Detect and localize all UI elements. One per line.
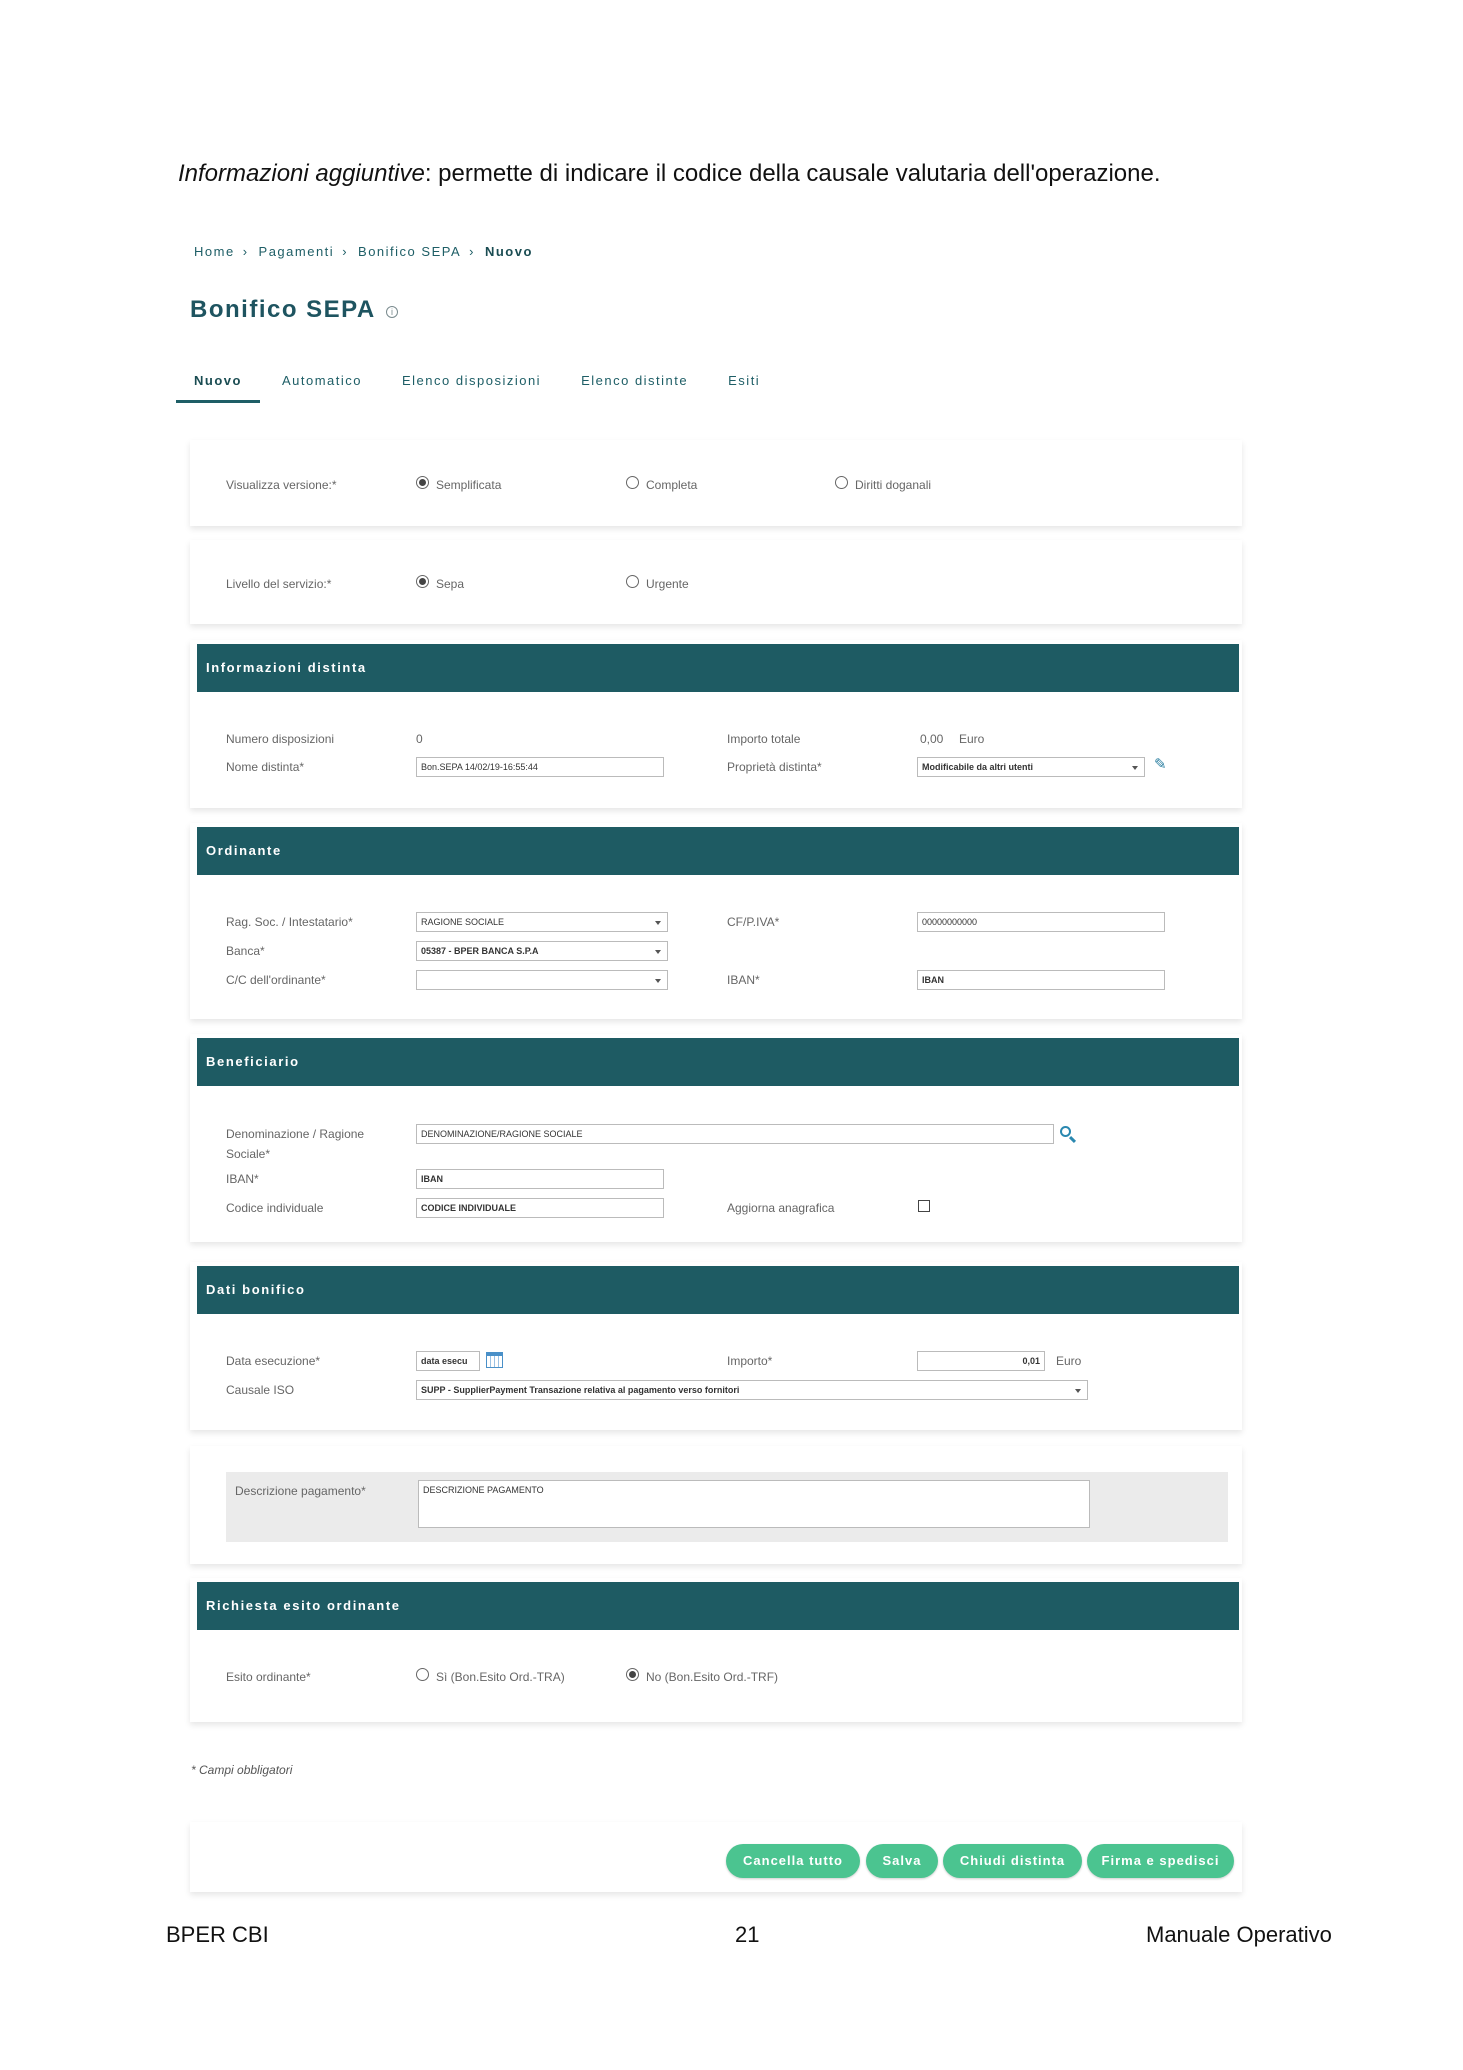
- tab-automatico[interactable]: Automatico: [281, 373, 362, 388]
- denominazione-label-1: Denominazione / Ragione: [226, 1127, 365, 1141]
- codice-individuale-label: Codice individuale: [226, 1201, 324, 1215]
- importo-totale-label: Importo totale: [727, 732, 801, 746]
- pencil-icon[interactable]: ✎: [1154, 756, 1167, 773]
- iban-ordinante-input[interactable]: IBAN: [917, 970, 1165, 990]
- firma-spedisci-button[interactable]: Firma e spedisci: [1087, 1844, 1234, 1878]
- causale-iso-label: Causale ISO: [226, 1383, 295, 1397]
- breadcrumb: [194, 244, 533, 259]
- data-esecuzione-input[interactable]: data esecu: [416, 1351, 480, 1371]
- versione-card: [190, 440, 1242, 526]
- cancella-tutto-button[interactable]: Cancella tutto: [726, 1844, 860, 1878]
- descrizione-textarea[interactable]: DESCRIZIONE PAGAMENTO: [418, 1480, 1090, 1528]
- option-esito-si: Sì (Bon.Esito Ord.-TRA): [436, 1670, 565, 1684]
- causale-iso-select[interactable]: SUPP - SupplierPayment Transazione relativa al pagamento verso fornitori: [416, 1380, 1088, 1400]
- versione-label: Visualizza versione:*: [226, 478, 337, 492]
- iban-beneficiario-input[interactable]: IBAN: [416, 1169, 664, 1189]
- banca-select[interactable]: 05387 - BPER BANCA S.P.A: [416, 941, 668, 961]
- iban-beneficiario-label: IBAN*: [226, 1172, 259, 1186]
- footer-left: BPER CBI: [166, 1922, 269, 1947]
- esito-ordinante-label: Esito ordinante*: [226, 1670, 311, 1684]
- breadcrumb-home[interactable]: Home: [194, 244, 235, 259]
- radio-completa[interactable]: [626, 476, 639, 489]
- option-urgente: Urgente: [646, 577, 689, 591]
- option-esito-no: No (Bon.Esito Ord.-TRF): [646, 1670, 779, 1684]
- denominazione-input[interactable]: DENOMINAZIONE/RAGIONE SOCIALE: [416, 1124, 1054, 1144]
- option-semplificata: Semplificata: [436, 478, 502, 492]
- importo-input[interactable]: 0,01: [917, 1351, 1045, 1371]
- tab-bar: [176, 370, 782, 403]
- chiudi-distinta-button[interactable]: Chiudi distinta: [943, 1844, 1082, 1878]
- page-title: Bonifico SEPA: [190, 296, 376, 323]
- tab-esiti[interactable]: Esiti: [728, 373, 761, 388]
- proprieta-distinta-label: Proprietà distinta*: [727, 760, 822, 774]
- option-sepa: Sepa: [436, 577, 465, 591]
- tab-nuovo[interactable]: Nuovo: [176, 370, 260, 403]
- aggiorna-anagrafica-checkbox[interactable]: [918, 1200, 930, 1212]
- denominazione-label-2: Sociale*: [226, 1147, 271, 1161]
- aggiorna-anagrafica-label: Aggiorna anagrafica: [727, 1201, 835, 1215]
- radio-urgente[interactable]: [626, 575, 639, 588]
- info-icon[interactable]: i: [386, 306, 398, 318]
- rag-soc-label: Rag. Soc. / Intestatario*: [226, 915, 353, 929]
- tab-elenco-disposizioni[interactable]: Elenco disposizioni: [402, 373, 542, 388]
- banca-label: Banca*: [226, 944, 265, 958]
- chevron-right-icon: ›: [469, 244, 475, 259]
- cf-piva-label: CF/P.IVA*: [727, 915, 780, 929]
- importo-totale-value: 0,00: [920, 732, 944, 746]
- chevron-right-icon: ›: [242, 244, 249, 259]
- radio-semplificata[interactable]: [416, 476, 429, 489]
- rag-soc-select[interactable]: RAGIONE SOCIALE: [416, 912, 668, 932]
- cc-ordinante-label: C/C dell'ordinante*: [226, 973, 326, 987]
- importo-totale-unit: Euro: [959, 732, 985, 746]
- proprieta-distinta-select[interactable]: Modificabile da altri utenti: [917, 757, 1145, 777]
- ordinante-header: Ordinante: [197, 827, 1239, 875]
- importo-label: Importo*: [727, 1354, 773, 1368]
- cc-ordinante-select[interactable]: [416, 970, 668, 990]
- calendar-icon[interactable]: [486, 1352, 503, 1368]
- importo-unit: Euro: [1056, 1354, 1082, 1368]
- salva-button[interactable]: Salva: [866, 1844, 938, 1878]
- radio-diritti-doganali[interactable]: [835, 476, 848, 489]
- option-diritti-doganali: Diritti doganali: [855, 478, 932, 492]
- chevron-right-icon: ›: [342, 244, 349, 259]
- breadcrumb-pagamenti[interactable]: Pagamenti: [258, 244, 335, 259]
- codice-individuale-input[interactable]: CODICE INDIVIDUALE: [416, 1198, 664, 1218]
- intro-paragraph: [178, 160, 1160, 188]
- breadcrumb-bonifico[interactable]: Bonifico SEPA: [358, 244, 462, 259]
- data-esecuzione-label: Data esecuzione*: [226, 1354, 321, 1368]
- info-distinta-header: Informazioni distinta: [197, 644, 1239, 692]
- buttons-card: [190, 1822, 1242, 1892]
- page-number: 21: [735, 1922, 760, 1947]
- esito-header: Richiesta esito ordinante: [197, 1582, 1239, 1630]
- tab-elenco-distinte[interactable]: Elenco distinte: [581, 373, 689, 388]
- footer-right: Manuale Operativo: [1146, 1922, 1332, 1947]
- required-fields-note: * Campi obbligatori: [191, 1763, 293, 1777]
- descrizione-label: Descrizione pagamento*: [235, 1484, 366, 1498]
- cf-piva-input[interactable]: 00000000000: [917, 912, 1165, 932]
- livello-label: Livello del servizio:*: [226, 577, 332, 591]
- radio-esito-no[interactable]: [626, 1668, 639, 1681]
- livello-card: [190, 540, 1242, 624]
- numero-disposizioni-label: Numero disposizioni: [226, 732, 335, 746]
- breadcrumb-current: Nuovo: [484, 244, 533, 259]
- search-icon[interactable]: [1060, 1126, 1071, 1137]
- nome-distinta-input[interactable]: Bon.SEPA 14/02/19-16:55:44: [416, 757, 664, 777]
- radio-sepa[interactable]: [416, 575, 429, 588]
- option-completa: Completa: [646, 478, 698, 492]
- dati-bonifico-header: Dati bonifico: [197, 1266, 1239, 1314]
- numero-disposizioni-value: 0: [416, 732, 423, 746]
- intro-text: : permette di indicare il codice della causale valutaria dell'operazione.: [424, 160, 1161, 187]
- iban-ordinante-label: IBAN*: [727, 973, 760, 987]
- radio-esito-si[interactable]: [416, 1668, 429, 1681]
- intro-italic: Informazioni aggiuntive: [178, 160, 425, 187]
- beneficiario-header: Beneficiario: [197, 1038, 1239, 1086]
- nome-distinta-label: Nome distinta*: [226, 760, 305, 774]
